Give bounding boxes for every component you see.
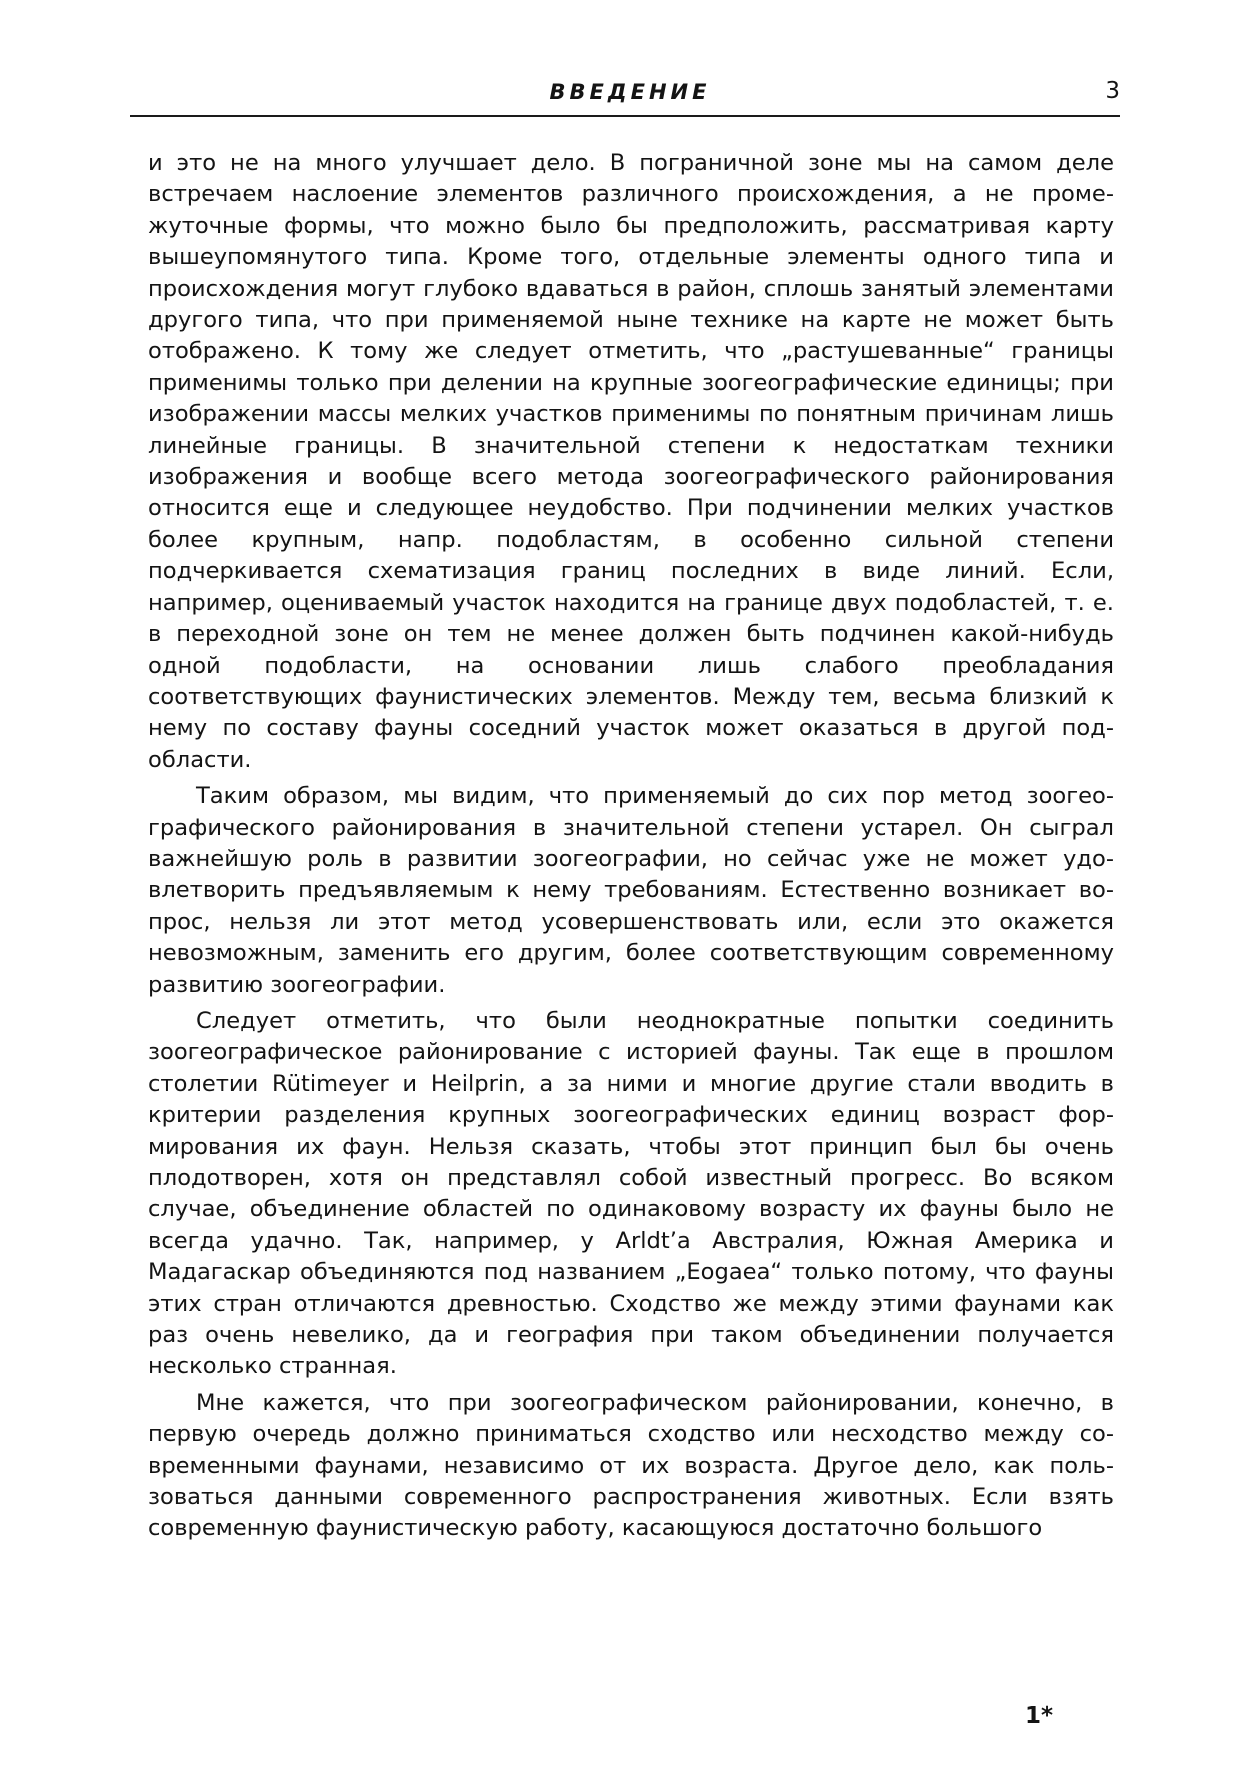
page-number: 3 — [1105, 78, 1120, 104]
paragraph-1: и это не на много улучшает дело. В пограничной зоне мы на самом деле встречаем наслоение элементов различного происхождения, а не промежуточные формы, что можно было бы предположить, рассматривая карту вышеупомянутого типа. Кроме того, отдельные элементы одного типа и происхождения могут глубоко вдаваться в район, сплошь занятый элементами другого типа, что при применяемой ныне технике на карте не может быть отображено. К тому же следует отметить, что „растушеванные“ границы применимы только при делении на крупные зоогеографические единицы; при изображении массы мелких участков применимы по понятным причинам лишь линейные границы. В значительной степени к недостаткам техники изображения и вообще всего метода зоогеографического районирования относится еще и следующее неудобство. При подчинении мелких участков более крупным, напр. подобластям, в особенно сильной степени подчеркивается схематизация границ последних в виде линий. Если, например, оцениваемый участок находится на границе двух подобластей, т. е. в переходной зоне он тем не менее должен быть подчинен какой-нибудь одной подобласти, на основании лишь слабого преобладания соответствующих фаунистических элементов. Между тем, весьма близкий к нему по составу фауны соседний участок может оказаться в другой подобласти. — [148, 150, 1114, 773]
signature-mark: 1* — [1025, 1703, 1054, 1729]
running-header — [140, 76, 1120, 116]
paragraph-2: Таким образом, мы видим, что применяемый до сих пор метод зоогеографического районирования в значительной степени устарел. Он сыграл важнейшую роль в развитии зоогеографии, но сейчас уже не может удовлетворить предъявляемым к нему требованиям. Естественно возникает вопрос, нельзя ли этот метод усовершенствовать или, если это окажется невозможным, заменить его другим, более соответствующим современному развитию зоогеографии. — [148, 783, 1114, 998]
running-title: ВВЕДЕНИЕ — [549, 80, 711, 104]
header-rule — [130, 115, 1120, 117]
paragraph-3: Следует отметить, что были неоднократные попытки соединить зоогеографическое районирование с историей фауны. Так еще в прошлом столетии Rütimeyer и Heilprin, а за ними и многие другие стали вводить в критерии разделения крупных зоогеографических единиц возраст формирования их фаун. Нельзя сказать, чтобы этот принцип был бы очень плодотворен, хотя он представлял собой известный прогресс. Во всяком случае, объединение областей по одинаковому возрасту их фауны было не всегда удачно. Так, например, у Arldt’a Австралия, Южная Америка и Мадагаскар объединяются под названием „Eogaea“ только потому, что фауны этих стран отличаются древностью. Сходство же между этими фаунами как раз очень невелико, да и география при таком объединении получается несколько странная. — [148, 1007, 1114, 1380]
body-text — [148, 148, 1114, 1545]
paragraph-4: Мне кажется, что при зоогеографическом районировании, конечно, в первую очередь должно приниматься сходство или несходство между современными фаунами, независимо от их возраста. Другое дело, как пользоваться данными современного распространения животных. Если взять современную фаунистическую работу, касающуюся достаточно большого — [148, 1389, 1114, 1542]
